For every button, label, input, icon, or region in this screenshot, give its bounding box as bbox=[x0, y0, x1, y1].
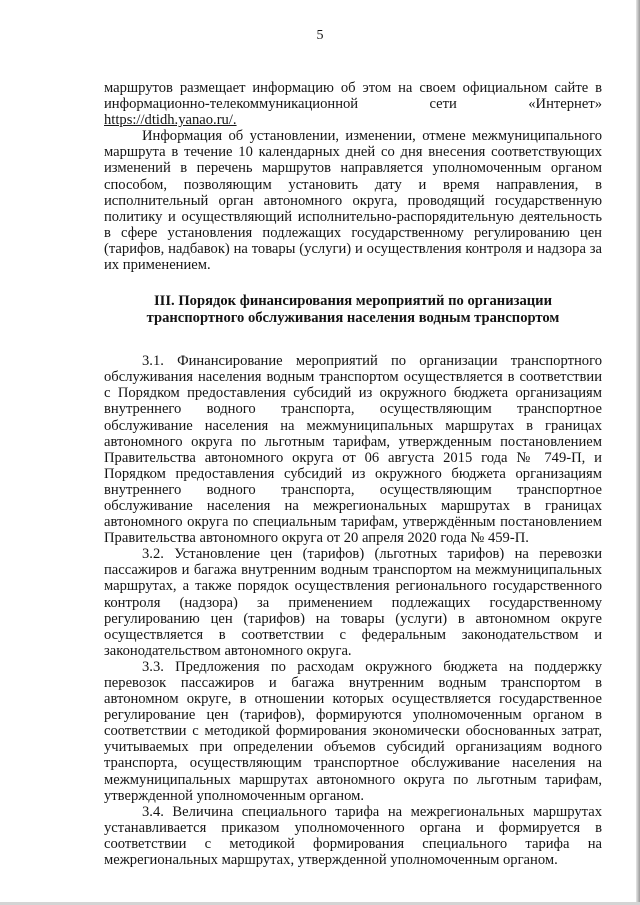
page-body bbox=[104, 80, 602, 868]
clause-3-4: 3.4. Величина специального тарифа на межрегиональных маршрутах устанавливается приказом уполномоченного органа и формируется в соответствии с методикой формирования специального тарифа на межрегиональных маршрутах, утвержденной уполномоченным органом. bbox=[104, 803, 602, 869]
section-heading bbox=[104, 293, 602, 327]
paragraph-route-change-info: Информация об установлении, изменении, отмене межмуниципального маршрута в течение 10 календарных дней со дня внесения соответствующих изменений в перечень маршрутов направляется уполномоченным органом способом, позволяющим установить дату и время направления, в исполнительный орган автономного округа, проводящий государственную политику и осуществляющий исполнительно-распорядительную деятельность в сфере установления подлежащих государственному регулированию цен (тарифов, надбавок) на товары (услуги) и осуществления контроля и надзора за их применением. bbox=[104, 128, 602, 274]
clause-3-3: 3.3. Предложения по расходам окружного бюджета на поддержку перевозок пассажиров и багажа внутренним водным транспортом в автономном округе, в отношении которых осуществляется государственное регулирование цен (тарифов), формируются уполномоченным органом в соответствии с методикой формирования экономически обоснованных затрат, учитываемых при определении объемов субсидий организациям водного транспорта, осуществляющим транспортное обслуживание населения на межмуниципальных маршрутах автономного округа по льготным тарифам, утвержденной уполномоченным органом. bbox=[104, 658, 602, 804]
page-number: 5 bbox=[316, 28, 324, 43]
paragraph-website-info bbox=[104, 80, 602, 128]
clause-3-1: 3.1. Финансирование мероприятий по организации транспортного обслуживания населения водным транспортом осуществляется в соответствии с Порядком предоставления субсидий из окружного бюджета организациям внутреннего водного транспорта, осуществляющим транспортное обслуживание населения на межмуниципальных маршрутах в границах автономного округа по льготным тарифам, утвержденным постановлением Правительства автономного округа от 06 августа 2015 года № 749-П, и Порядком предоставления субсидий из окружного бюджета организациям внутреннего водного транспорта, осуществляющим транспортное обслуживание населения на межрегиональных маршрутах в границах автономного округа по специальным тарифам, утверждённым постановлением Правительства автономного округа от 20 апреля 2020 года № 459-П. bbox=[104, 353, 602, 547]
paragraph-text: маршрутов размещает информацию об этом на своем официальном сайте в информационно-телекоммуникационной сети «Интернет» bbox=[104, 80, 602, 113]
section-heading-line-1: III. Порядок финансирования мероприятий по организации bbox=[153, 293, 552, 310]
clause-3-2: 3.2. Установление цен (тарифов) (льготных тарифов) на перевозки пассажиров и багажа внутренним водным транспортом на межмуниципальных маршрутах, а также порядок осуществления регионального государственного контроля (надзора) за применением подлежащих государственному регулированию цен (тарифов) на товары (услуги) в автономном округе осуществляется в соответствии с федеральным законодательством и законодательством автономного округа. bbox=[104, 546, 602, 659]
section-heading-line-2: транспортного обслуживания населения водным транспортом bbox=[146, 310, 560, 327]
scan-edge-right bbox=[636, 0, 640, 905]
website-link[interactable]: https://dtidh.yanao.ru/. bbox=[104, 112, 237, 129]
